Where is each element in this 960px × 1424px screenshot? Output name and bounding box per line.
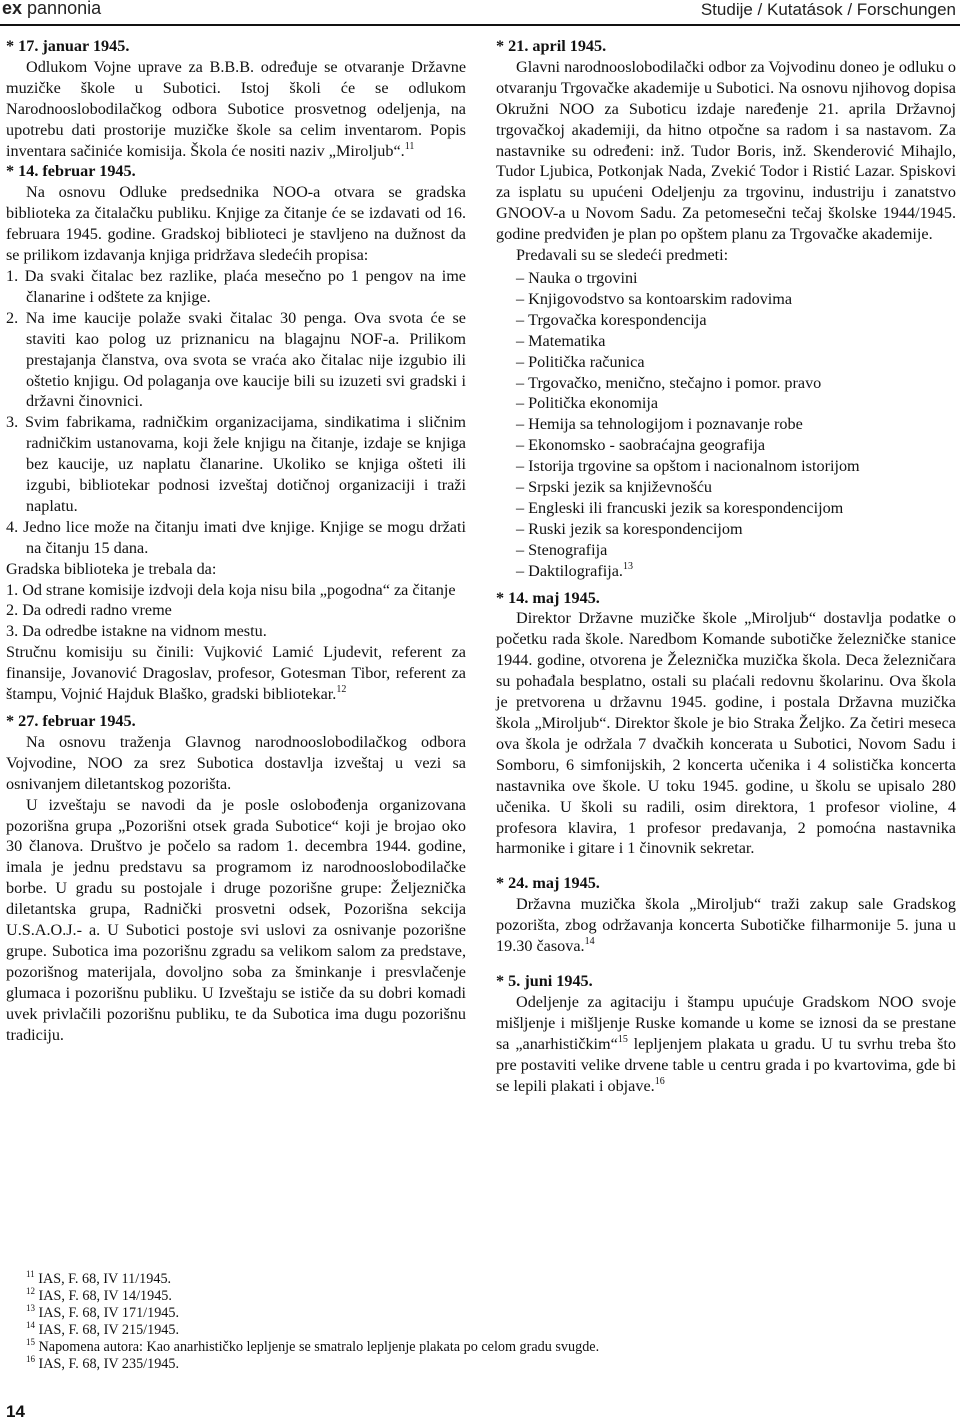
spacer xyxy=(496,859,956,873)
brand-name: pannonia xyxy=(22,0,102,18)
footnote-text: IAS, F. 68, IV 171/1945. xyxy=(38,1305,180,1321)
entry-text xyxy=(496,894,956,957)
entry-text: Predavali su se sledeći predmeti: xyxy=(516,246,729,265)
right-column xyxy=(496,36,956,1096)
subject-item: – Engleski ili francuski jezik sa korespondencijom xyxy=(516,498,956,519)
footnote-ref: 14 xyxy=(584,936,595,948)
entry-text xyxy=(6,642,466,705)
subject-list xyxy=(496,268,956,582)
footnote xyxy=(26,1322,956,1339)
journal-brand xyxy=(2,0,101,19)
subject-item: – Ruski jezik sa korespondencijom xyxy=(516,519,956,540)
entry-body: Odeljenje za agitaciju i štampu upućuje Gradskom NOO svoje mišljenje i mišljenje Ruske komande u kome se iznosi da se prestane sa „anarhističkim“ xyxy=(496,992,956,1053)
entry-date: * 5. juni 1945. xyxy=(496,971,593,990)
entry-date: * 27. februar 1945. xyxy=(6,712,136,730)
entry-text: Na osnovu Odluke predsednika NOO-a otvara se gradska biblioteka za čitalačku publiku. Knjige za čitanje će se izdavati od 16. februara 1945. godine. Gradskoj biblioteci je stavljeno na dužnost da se prilikom izdavanja knjiga pridržava sledećih propisa: xyxy=(6,183,466,265)
task-item: 1. Od strane komisije izdvoji dela koja nisu bila „pogodna“ za čitanje xyxy=(6,580,456,599)
footnote-number: 16 xyxy=(26,1354,35,1364)
subject-item: – Politička ekonomija xyxy=(516,393,956,414)
subject-item: – Hemija sa tehnologijom i poznavanje robe xyxy=(516,414,956,435)
entry-date: * 14. februar 1945. xyxy=(6,162,136,181)
entry-date: * 14. maj 1945. xyxy=(496,588,600,607)
entry-body-cont: lepljenjem plakata u gradu. U tu svrhu treba što pre postaviti velike drvene table u centru grada i po kvartovima, gde bi se lepili plakati i objave. xyxy=(496,1034,956,1095)
footnote-ref: 12 xyxy=(336,684,347,696)
commission-text: Stručnu komisiju su činili: Vujković Lamić Ljudevit, referent za finansije, Jovanović Dragoslav, profesor, Gotesman Tibor, referent za štampu, Vojnić Hajduk Blaško, gradski bibliotekar. xyxy=(6,643,466,704)
entry-text: Glavni narodnooslobodilački odbor za Vojvodinu doneo je odluku o otvaranju Trgovačke akademije u Subotici. Na osnovu njihovog dopisa Okružni NOO za Suboticu izdaje naređenje 21. aprila Državnoj trgovačkoj akademiji, da hitno otpočne sa radom i sa nastavom. Za nastavnike su određeni: inž. Tudor Boris, inž. Skenderović Mihajlo, Tudor Ljubica, Potkonjak Nada, Zvekić Todor i Ristić Lazar. Spiskovi za isplatu su upućeni Odeljenju za trgovinu, industriju i zanatstvo GNOOV-a u Novom Sadu. Za petomesečni tečaj školske 1944/1945. godine predviđen je plan po opštem planu za Trgovačke akademije. xyxy=(496,57,957,244)
subject-item: – Trgovačka korespondencija xyxy=(516,310,956,331)
footnote-number: 13 xyxy=(26,1303,35,1313)
section-title: Studije / Kutatások / Forschungen xyxy=(700,0,956,19)
subject-item: – Istorija trgovine sa opštom i nacionalnom istorijom xyxy=(516,456,956,477)
footnote-ref: 11 xyxy=(404,140,415,152)
entry-date: * 24. maj 1945. xyxy=(496,874,600,893)
entry-date: * 17. januar 1945. xyxy=(6,37,130,55)
left-column xyxy=(6,36,466,1046)
subject-item: – Ekonomsko - saobraćajna geografija xyxy=(516,435,956,456)
subject-item: – Knjigovodstvo sa kontoarskim radovima xyxy=(516,289,956,310)
footnote xyxy=(26,1305,956,1322)
footnote-text: IAS, F. 68, IV 11/1945. xyxy=(38,1271,172,1287)
entry-text xyxy=(6,57,466,162)
footnote-text: Napomena autora: Kao anarhističko lepljenje se smatralo lepljenje plakata po celom gradu svugde. xyxy=(38,1339,600,1355)
footnotes xyxy=(26,1271,956,1373)
entry-body: Odlukom Vojne uprave za B.B.B. određuje se otvaranje Državne muzičke škole u Subotici. Istoj školi će se odlukom Narodnooslobodilačkog odbora Subotice prosvetnog odeljenja, na upotrebu dati prostorije muzičke škole sa celim inventarom. Popis inventara sačiniće komisija. Škola će nositi naziv „Miroljub“. xyxy=(6,57,466,160)
footnote xyxy=(26,1288,956,1305)
footnote-ref: 13 xyxy=(622,560,633,572)
footnote-number: 14 xyxy=(26,1320,35,1330)
subject-item: – Trgovačko, menično, stečajno i pomor. pravo xyxy=(516,373,956,394)
page-header xyxy=(0,0,960,22)
entry-text: Na osnovu traženja Glavnog narodnooslobodilačkog odbora Vojvodine, NOO za srez Subotica dostavlja izveštaj u vezi sa osnivanjem diletantskog pozorišta. xyxy=(6,732,466,793)
footnote xyxy=(26,1339,956,1356)
rule-item: 4. Jedno lice može na čitanju imati dve knjige. Knjige se mogu držati na čitanju 15 dana. xyxy=(6,517,466,557)
subject-item: – Stenografija xyxy=(516,540,956,561)
footnote-text: IAS, F. 68, IV 14/1945. xyxy=(38,1288,172,1304)
footnote-text: IAS, F. 68, IV 235/1945. xyxy=(38,1356,180,1372)
header-rule xyxy=(0,24,960,26)
footnote-number: 15 xyxy=(26,1337,35,1347)
footnote-number: 11 xyxy=(26,1269,35,1279)
entry-text xyxy=(496,992,956,1097)
subject-item: – Politička računica xyxy=(516,352,956,373)
subject-label: Daktilografija. xyxy=(528,561,623,580)
entry-body: Državna muzička škola „Miroljub“ traži zakup sale Gradskog pozorišta, zbog održavanja koncerta Subotičke filharmonije 5. juna u 19.30 časova. xyxy=(496,895,956,956)
task-item: 3. Da odredbe istakne na vidnom mestu. xyxy=(6,622,267,641)
subject-item: – Matematika xyxy=(516,331,956,352)
task-item: 2. Da odredi radno vreme xyxy=(6,601,172,620)
footnote-number: 12 xyxy=(26,1286,35,1296)
page-number: 14 xyxy=(6,1402,25,1421)
footnote xyxy=(26,1271,956,1288)
subject-item-last xyxy=(516,561,956,582)
footnote-ref: 15 xyxy=(617,1033,628,1045)
subject-item: – Nauka o trgovini xyxy=(516,268,956,289)
entry-text: U izveštaju se navodi da je posle oslobođenja organizovana pozorišna grupa „Pozorišni otsek grada Subotice“ koji je brojao oko 30 članova. Društvo je počelo sa radom 1. decembra 1944. godine, imala je jednu predstavu sa programom iz narodnooslobodilačke borbe. U gradu su postojale i druge pozorišne grupe: Željeznička diletantska grupa, Radnički prosvetni odsek, Pozorišna sekcija U.S.A.O.J.- a. U Subotici postoje svi uslovi za osnivanje pozorišne grupe. Subotica ima pozorišnu zgradu sa velikom salom za predstave, pozorišnog materijala, dovoljno soba za šminkanje i presvlačenje glumaca i pozorišnu publiku. U Izveštaju se ističe da su dobri komadi uvek privlačili pozorišnu publiku, te da Subotica ima dugu pozorišnu tradiciju. xyxy=(6,795,466,1044)
rule-item: 1. Da svaki čitalac bez razlike, plaća mesečno po 1 pengov na ime članarine i odštete za knjige. xyxy=(6,266,466,306)
footnote xyxy=(26,1356,956,1373)
entry-text: Gradska biblioteka je trebala da: xyxy=(6,559,217,578)
rule-item: 3. Svim fabrikama, radničkim organizacijama, sindikatima i sličnim radničkim ustanovama, koji žele knjigu na čitanje, izdaje se knjiga bez kaucije, uz naplatu članarine. Ukoliko se knjiga ošteti ili izgubi, bibliotekar podnosi izveštaj dotičnoj organizaciji i traži naplatu. xyxy=(6,413,466,515)
rule-item: 2. Na ime kaucije polaže svaki čitalac 30 penga. Ova svota će se staviti kao polog uz priznanicu na blagajnu NOF-a. Prilikom prestajanja članstva, ova svota se vraća ako čitalac nije izgubio ili oštetio knjigu. Od polaganja ove kaucije bili su izuzeti svi gradski i državni činovnici. xyxy=(6,308,466,411)
footnote-text: IAS, F. 68, IV 215/1945. xyxy=(38,1322,180,1338)
subject-item: – Srpski jezik sa književnošću xyxy=(516,477,956,498)
entry-date: * 21. april 1945. xyxy=(496,37,607,55)
entry-text: Direktor Državne muzičke škole „Miroljub“ dostavlja podatke o početku rada škole. Naredbom Komande subotičke železničke stanice 1944. godine, otvorena je Železnička muzička škola. Deca železničara su pohađala besplatno, ostali su plaćali redovnu školarinu. Ova škola je pretvorena u državnu 1945. godine, i postala Državna muzička škola „Miroljub“. Direktor škole je bio Straka Željko. Za četiri meseca ova škola je održala 7 dvačkih koncerata u Subotici, Novom Sadu i Somboru, 6 simfonijskih, 2 koncerta učenika i 4 solistička koncerta nastavnika ove škole. U toku 1945. godine, u školu se upisalo 280 učenika. U školi su radili, osim direktora, 1 profesor violine, 4 profesora klavira, 1 profesor predavanja, 2 pomoćna nastavnika harmonike i gitare i 1 činovnik sekretar. xyxy=(496,609,956,858)
spacer xyxy=(496,957,956,971)
footnote-ref: 16 xyxy=(654,1075,665,1087)
brand-ex: ex xyxy=(2,0,23,18)
